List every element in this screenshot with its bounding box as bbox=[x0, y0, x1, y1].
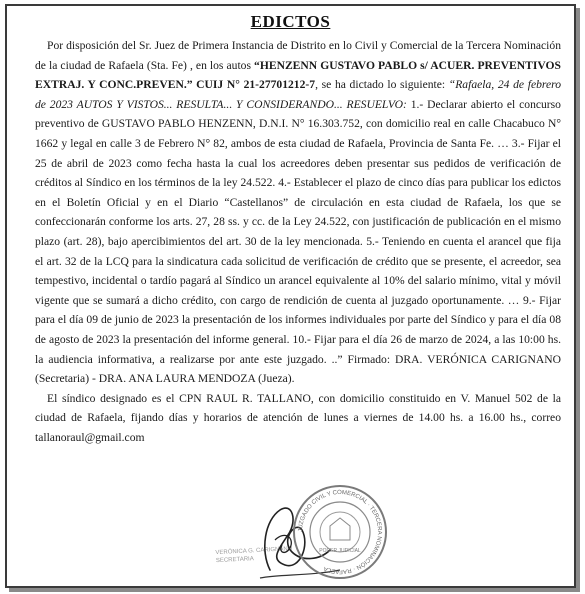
document-title: EDICTOS bbox=[250, 12, 331, 31]
seal-ring-text: JUZGADO CIVIL Y COMERCIAL · TERCERA NOMINACIÓN · RAFAELA bbox=[297, 489, 383, 575]
stamp-line: VERÓNICA G. CARIGNANO bbox=[215, 546, 293, 557]
resolution-heading: “Rafaela, 24 de febrero de 2023 AUTOS Y VISTOS... RESULTA... Y CONSIDERANDO... RESUELVO: bbox=[35, 78, 561, 111]
dictated-text: , se ha dictado lo siguiente: bbox=[315, 78, 449, 92]
edict-paragraph-sindico: El síndico designado es el CPN RAUL R. TALLANO, con domicilio constituido en V. Manuel 502 de la ciudad de Rafaela, fijando días y horarios de atención de lunes a viernes de 14.00 hs. a 16.00 hs., correo tallanoraul@gmail.com bbox=[35, 391, 561, 444]
edict-body bbox=[35, 36, 561, 447]
case-caption: “HENZENN GUSTAVO PABLO s/ ACUER. PREVENTIVOS EXTRAJ. Y CONC.PREVEN.” CUIJ N° 21-27701212-7 bbox=[35, 58, 561, 92]
edict-paragraph-main bbox=[35, 36, 561, 389]
seal-center-text: PODER JUDICIAL bbox=[319, 548, 361, 554]
resolution-text: 1.- Declarar abierto el concurso preventivo de GUSTAVO PABLO HENZENN, D.N.I. N° 16.303.752, con domicilio real en calle Chacabuco N° 1662 y legal en calle 3 de Febrero N° 82, ambos de esta ciudad de Rafaela, Provincia de Santa Fe. … 3.- Fijar el 25 de abril de 2023 como fecha hasta la cual los acreedores deben presentar sus pedidos de verificación de créditos al Síndico en los términos de la ley 24.522. 4.- Establecer el plazo de cinco días para publicar los edictos en el Boletín Oficial y en el Diario “Castellanos” de circulación en esta ciudad de Rafaela, los que se confeccionarán conforme los arts. 27, 28 ss. y cc. de la Ley 24.522, con justificación de publicación en el mismo plazo (art. 28), bajo apercibimientos del art. 30 de la ley mencionada. 5.- Teniendo en cuenta el arancel que fija el art. 32 de la LCQ para la sindicatura cada solicitud de verificación de crédito que se presente, el acreedor, sea tempestivo, incidental o tardío pagará al Síndico un arancel equivalente al 10% del salario mínimo, vital y móvil vigente que se sumará a dicho crédito, con cargo de rendición de cuenta al juzgado oportunamente. … 9.- Fijar para el día 09 de junio de 2023 la presentación de los informes individuales por parte del Síndico y para el día 08 de agosto de 2023 la presentación del informe general. 10.- Fijar para el día 26 de marzo de 2024, a las 10:00 hs. la audiencia informativa, a realizarse por ante este juzgado. ..” Firmado: DRA. VERÓNICA CARIGNANO (Secretaria) - DRA. ANA LAURA MENDOZA (Jueza). bbox=[35, 97, 561, 386]
court-seal bbox=[290, 482, 390, 582]
intro-text: Por disposición del Sr. Juez de Primera Instancia de Distrito en lo Civil y Comercial de la Tercera Nominación de la ciudad de Rafaela (Sta. Fe) , en los autos bbox=[35, 39, 561, 72]
stamp-line: SECRETARIA bbox=[215, 556, 254, 565]
